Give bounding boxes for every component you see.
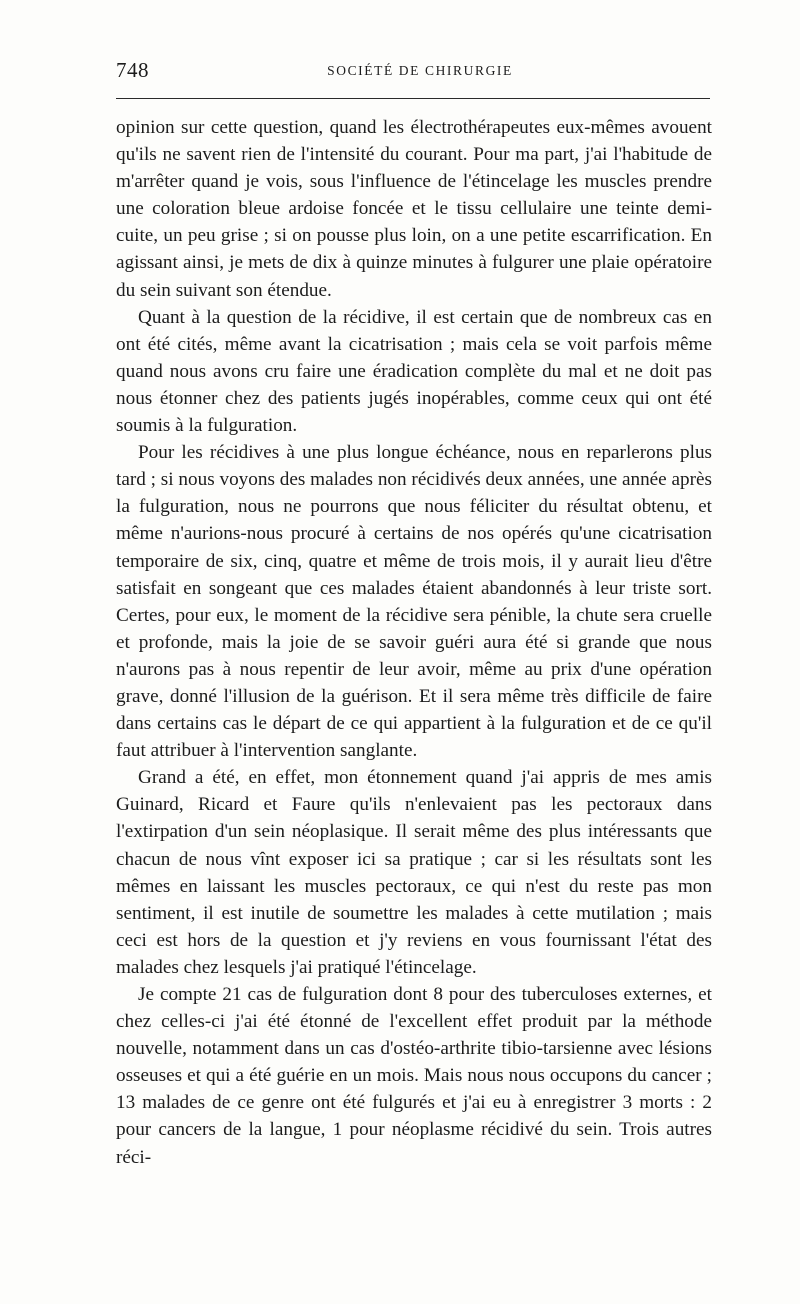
paragraph-2: Quant à la question de la récidive, il est certain que de nombreux cas en ont été cités, même avant la cicatrisation ; mais cela se voit parfois même quand nous avons cru faire une éradication complète du mal et ne doit pas nous étonner chez des patients jugés inopérables, comme ceux qui ont été soumis à la fulguration. bbox=[116, 306, 712, 437]
header-rule bbox=[116, 98, 710, 99]
page-header bbox=[116, 58, 710, 86]
paragraph-3: Pour les récidives à une plus longue échéance, nous en reparlerons plus tard ; si nous voyons des malades non récidivés deux années, une année après la fulguration, nous ne pourrons que nous féliciter du résultat obtenu, et même n'aurions-nous procuré à certains de nos opérés qu'une cicatrisation temporaire de six, cinq, quatre et même de trois mois, il y aurait lieu d'être satisfait en songeant que ces malades étaient abandonnés à leur triste sort. Certes, pour eux, le moment de la récidive sera pénible, la chute sera cruelle et profonde, mais la joie de se savoir guéri aura été si grande que nous n'aurons pas à nous repentir de leur avoir, même au prix d'une opération grave, donné l'illusion de la guérison. Et il sera même très difficile de faire dans certains cas le départ de ce qui appartient à la fulguration et de ce qu'il faut attribuer à l'intervention sanglante. bbox=[116, 442, 712, 762]
paragraph-4: Grand a été, en effet, mon étonnement quand j'ai appris de mes amis Guinard, Ricard et Faure qu'ils n'enlevaient pas les pectoraux dans l'extirpation d'un sein néoplasique. Il serait même des plus intéressants que chacun de nous vînt exposer ici sa pratique ; car si les résultats sont les mêmes en laissant les muscles pectoraux, ce qui n'est du reste pas mon sentiment, il est inutile de soumettre les malades à cette mutilation ; mais ceci est hors de la question et j'y reviens en vous fournissant l'état des malades chez lesquels j'ai pratiqué l'étincelage. bbox=[116, 767, 712, 978]
running-head: SOCIÉTÉ DE CHIRURGIE bbox=[327, 63, 513, 78]
page-number: 748 bbox=[116, 58, 149, 82]
paragraph-1: opinion sur cette question, quand les électrothérapeutes eux-mêmes avouent qu'ils ne savent rien de l'intensité du courant. Pour ma part, j'ai l'habitude de m'arrêter quand je vois, sous l'influence de l'étincelage les muscles prendre une coloration bleue ardoise foncée et le tissu cellulaire une teinte demi-cuite, un peu grise ; si on pousse plus loin, on a une petite escarrification. En agissant ainsi, je mets de dix à quinze minutes à fulgurer une plaie opératoire du sein suivant son étendue. bbox=[116, 117, 712, 301]
paragraph-5: Je compte 21 cas de fulguration dont 8 pour des tuberculoses externes, et chez celles-ci j'ai été étonné de l'excellent effet produit par la méthode nouvelle, notamment dans un cas d'ostéo-arthrite tibio-tarsienne avec lésions osseuses et qui a été guérie en un mois. Mais nous nous occupons du cancer ; 13 malades de ce genre ont été fulgurés et j'ai eu à enregistrer 3 morts : 2 pour cancers de la langue, 1 pour néoplasme récidivé du sein. Trois autres réci- bbox=[116, 984, 712, 1168]
body-text bbox=[116, 114, 712, 1171]
